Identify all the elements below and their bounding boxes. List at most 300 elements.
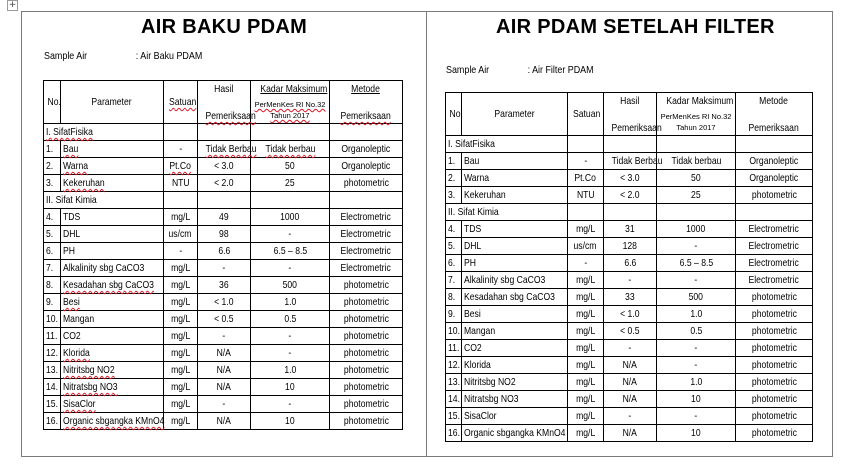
row-kadar-text: 1.0 (690, 376, 702, 388)
row-satuan-text: us/cm (574, 240, 597, 252)
table-row (44, 362, 403, 379)
row-kadar-text: - (288, 347, 292, 359)
row-no (44, 396, 61, 413)
row-hasil-text: N/A (216, 415, 232, 427)
row-kadar (251, 277, 330, 294)
row-no (446, 323, 462, 340)
row-kadar (251, 158, 330, 175)
row-satuan (164, 328, 198, 345)
table-row (44, 396, 403, 413)
row-satuan (568, 187, 604, 204)
row-parameter-text: CO2 (464, 342, 482, 354)
row-parameter-text: TDS (63, 211, 81, 223)
row-kadar (251, 362, 330, 379)
row-kadar (657, 357, 736, 374)
row-satuan-text: mg/L (575, 376, 596, 388)
empty-cell (604, 136, 657, 153)
row-parameter-text: SisaClor (63, 398, 96, 410)
header-metode-sub (330, 97, 403, 124)
row-satuan (164, 226, 198, 243)
header-parameter-text: Parameter (494, 108, 535, 120)
row-no-text: 4. (448, 223, 456, 235)
table-row (44, 379, 403, 396)
row-no (44, 243, 61, 260)
row-metode (330, 175, 403, 192)
row-kadar (657, 306, 736, 323)
table-row (44, 294, 403, 311)
row-parameter-text: PH (63, 245, 75, 257)
row-metode (330, 141, 403, 158)
header-kadar-sub (251, 97, 330, 124)
row-no-text: 5. (46, 228, 54, 240)
row-no (44, 311, 61, 328)
table-row (446, 425, 813, 442)
row-hasil-text: Tidak Berbau (611, 155, 663, 167)
header-metode-sub (736, 109, 813, 136)
header-parameter-text: Parameter (91, 96, 133, 108)
row-no-text: 1. (448, 155, 456, 167)
row-satuan (568, 357, 604, 374)
row-satuan-text: mg/L (575, 393, 596, 405)
row-no-text: 7. (46, 262, 54, 274)
row-parameter (462, 425, 568, 442)
row-kadar (251, 260, 330, 277)
table-row (44, 277, 403, 294)
right-sample-label: Sample Air (446, 64, 490, 76)
row-parameter-text: Kesadahan sbg CaCO3 (63, 279, 154, 291)
header-kadar (657, 93, 736, 110)
row-kadar (251, 226, 330, 243)
row-hasil (198, 226, 251, 243)
row-parameter (462, 391, 568, 408)
row-no-text: 16. (448, 427, 460, 439)
row-no-text: 14. (46, 381, 58, 393)
row-parameter (61, 277, 164, 294)
row-hasil (604, 238, 657, 255)
header-satuan-text: Satuan (168, 96, 197, 108)
row-hasil (604, 340, 657, 357)
row-parameter (61, 158, 164, 175)
row-satuan-text: mg/L (575, 342, 596, 354)
row-kadar (657, 425, 736, 442)
row-parameter (61, 328, 164, 345)
row-kadar-text: 50 (285, 160, 295, 172)
row-kadar-text: 10 (691, 427, 701, 439)
row-no-text: 10. (46, 313, 58, 325)
row-kadar-text: 0.5 (284, 313, 296, 325)
row-no (446, 255, 462, 272)
row-kadar (251, 209, 330, 226)
row-satuan-text: mg/L (170, 364, 191, 376)
table-row (446, 272, 813, 289)
row-kadar (657, 238, 736, 255)
row-satuan-text: Pt.Co (574, 172, 597, 184)
row-parameter-text: TDS (464, 223, 482, 235)
header-hasil-text: Hasil (214, 83, 234, 95)
right-title: AIR PDAM SETELAH FILTER (496, 16, 775, 38)
row-hasil (198, 277, 251, 294)
row-kadar-text: - (288, 330, 292, 342)
row-metode-text: Organoleptic (749, 155, 799, 167)
row-metode (330, 413, 403, 430)
row-kadar (657, 153, 736, 170)
row-no-text: 14. (448, 393, 460, 405)
row-parameter-text: Klorida (464, 359, 491, 371)
header-kadar (251, 81, 330, 98)
row-parameter-text: Kesadahan sbg CaCO3 (464, 291, 555, 303)
row-kadar-text: 1.0 (284, 296, 296, 308)
row-hasil (604, 255, 657, 272)
empty-cell (164, 192, 198, 209)
row-satuan (164, 260, 198, 277)
row-satuan-text: mg/L (170, 415, 191, 427)
row-kadar-text: - (694, 410, 698, 422)
row-no (446, 408, 462, 425)
row-hasil (198, 396, 251, 413)
row-metode-text: Organoleptic (341, 143, 391, 155)
header-kadar-regulation: PerMenKes RI No.32 (660, 112, 732, 121)
row-metode-text: photometric (343, 330, 389, 342)
row-satuan-text: NTU (576, 189, 595, 201)
row-metode (330, 345, 403, 362)
row-parameter-text: Nitratsbg NO3 (63, 381, 118, 393)
row-satuan-text: mg/L (170, 211, 191, 223)
row-no-text: 15. (448, 410, 460, 422)
row-metode (330, 277, 403, 294)
row-no-text: 2. (46, 160, 54, 172)
row-kadar (657, 340, 736, 357)
row-kadar (251, 396, 330, 413)
row-kadar (251, 413, 330, 430)
row-satuan (164, 294, 198, 311)
row-hasil-text: < 3.0 (214, 160, 234, 172)
row-no-text: 12. (448, 359, 460, 371)
row-metode-text: photometric (343, 177, 389, 189)
row-hasil-text: N/A (622, 427, 638, 439)
row-metode (736, 153, 813, 170)
row-metode (736, 357, 813, 374)
row-metode (330, 328, 403, 345)
table-row (446, 323, 813, 340)
row-metode-text: photometric (343, 347, 389, 359)
row-parameter-text: DHL (63, 228, 81, 240)
row-hasil (198, 311, 251, 328)
row-satuan (568, 323, 604, 340)
row-satuan (568, 425, 604, 442)
row-satuan-text: Pt.Co (169, 160, 192, 172)
row-metode-text: Electrometric (340, 228, 392, 240)
section-kimia-label-text: II. Sifat Kimia (46, 194, 97, 206)
row-no-text: 10. (448, 325, 460, 337)
row-kadar-text: 1.0 (690, 308, 702, 320)
row-metode (330, 260, 403, 277)
row-parameter-text: Besi (464, 308, 481, 320)
header-kadar-year: Tahun 2017 (676, 123, 716, 132)
row-kadar (657, 255, 736, 272)
header-metode-sub-text: Pemeriksaan (340, 110, 392, 122)
row-parameter-text: Kekeruhan (63, 177, 105, 189)
row-metode (330, 209, 403, 226)
row-kadar-text: 1000 (280, 211, 300, 223)
row-no (44, 413, 61, 430)
section-fisika-label (44, 124, 164, 141)
row-no (44, 379, 61, 396)
row-kadar-text: - (288, 398, 292, 410)
row-satuan-text: - (584, 155, 587, 167)
table-row (44, 413, 403, 430)
row-no-text: 15. (46, 398, 58, 410)
row-satuan (164, 362, 198, 379)
row-no (446, 238, 462, 255)
row-kadar-text: - (694, 274, 698, 286)
row-no-text: 4. (46, 211, 54, 223)
table-row (446, 153, 813, 170)
row-hasil (604, 187, 657, 204)
row-no (446, 187, 462, 204)
row-kadar (657, 170, 736, 187)
table-row (446, 255, 813, 272)
empty-cell (164, 124, 198, 141)
row-no-text: 6. (46, 245, 54, 257)
row-metode-text: Organoleptic (749, 172, 799, 184)
table-row (44, 345, 403, 362)
row-parameter (462, 255, 568, 272)
row-no (44, 328, 61, 345)
row-hasil (604, 221, 657, 238)
row-metode-text: photometric (343, 364, 389, 376)
table-row (446, 391, 813, 408)
empty-cell (251, 124, 330, 141)
row-metode (736, 221, 813, 238)
row-parameter-text: PH (464, 257, 476, 269)
table-row (446, 238, 813, 255)
row-metode-text: Electrometric (748, 223, 800, 235)
header-hasil (604, 93, 657, 110)
row-satuan (568, 408, 604, 425)
table-row (44, 226, 403, 243)
row-parameter-text: Nitritsbg NO2 (63, 364, 115, 376)
table-row (44, 209, 403, 226)
row-kadar-text: 10 (285, 381, 295, 393)
empty-cell (736, 136, 813, 153)
row-no (44, 345, 61, 362)
row-kadar (657, 323, 736, 340)
row-kadar-text: 1000 (686, 223, 706, 235)
table-row (446, 357, 813, 374)
row-satuan (164, 345, 198, 362)
row-kadar-text: 1.0 (284, 364, 296, 376)
row-kadar (251, 243, 330, 260)
empty-cell (198, 192, 251, 209)
row-satuan-text: mg/L (170, 347, 191, 359)
row-hasil (198, 362, 251, 379)
row-satuan (164, 175, 198, 192)
row-no-text: 5. (448, 240, 456, 252)
row-satuan-text: mg/L (575, 291, 596, 303)
row-parameter (462, 170, 568, 187)
section-fisika (44, 124, 403, 141)
row-metode (330, 226, 403, 243)
row-kadar (251, 311, 330, 328)
row-satuan-text: mg/L (170, 313, 191, 325)
row-kadar (251, 294, 330, 311)
row-parameter-text: Bau (63, 143, 79, 155)
table-row (44, 260, 403, 277)
row-satuan-text: mg/L (575, 359, 596, 371)
row-metode-text: photometric (751, 376, 797, 388)
row-satuan-text: mg/L (575, 274, 596, 286)
row-no (44, 260, 61, 277)
row-satuan (568, 170, 604, 187)
row-no-text: 9. (46, 296, 54, 308)
row-parameter (61, 345, 164, 362)
row-no-text: 1. (46, 143, 54, 155)
row-satuan-text: us/cm (169, 228, 192, 240)
row-metode-text: photometric (343, 398, 389, 410)
row-hasil-text: 6.6 (218, 245, 230, 257)
row-parameter-text: Kekeruhan (464, 189, 506, 201)
row-parameter (61, 141, 164, 158)
row-no-text: 11. (448, 342, 460, 354)
row-hasil-text: - (222, 398, 226, 410)
row-no-text: 6. (448, 257, 456, 269)
row-satuan-text: mg/L (170, 279, 191, 291)
row-satuan (568, 289, 604, 306)
empty-cell (330, 124, 403, 141)
row-satuan (164, 158, 198, 175)
row-no (446, 289, 462, 306)
left-results-table (43, 80, 403, 430)
section-kimia-label (44, 192, 164, 209)
row-parameter (462, 374, 568, 391)
row-no-text: 16. (46, 415, 58, 427)
row-no (446, 306, 462, 323)
row-satuan (568, 306, 604, 323)
row-parameter-text: Klorida (63, 347, 90, 359)
row-parameter-text: Nitratsbg NO3 (464, 393, 519, 405)
row-no (446, 425, 462, 442)
row-no (446, 153, 462, 170)
row-hasil-text: - (628, 274, 632, 286)
row-kadar (251, 328, 330, 345)
table-row (44, 311, 403, 328)
row-parameter (462, 153, 568, 170)
table-row (446, 170, 813, 187)
row-satuan (164, 379, 198, 396)
row-metode-text: photometric (751, 359, 797, 371)
row-parameter (61, 379, 164, 396)
row-parameter-text: CO2 (63, 330, 81, 342)
row-parameter (61, 294, 164, 311)
row-kadar (251, 141, 330, 158)
row-kadar (251, 175, 330, 192)
row-satuan-text: - (584, 257, 587, 269)
row-hasil-text: N/A (622, 393, 638, 405)
row-kadar-text: 10 (285, 415, 295, 427)
row-parameter-text: Nitritsbg NO2 (464, 376, 516, 388)
row-metode-text: Organoleptic (341, 160, 391, 172)
right-results-table (445, 92, 813, 442)
row-no-text: 3. (46, 177, 54, 189)
header-no-text: No. (47, 96, 61, 108)
row-hasil-text: 31 (625, 223, 635, 235)
row-hasil-text: 36 (219, 279, 229, 291)
table-move-handle-icon[interactable]: + (8, 0, 17, 10)
left-sample-label: Sample Air (44, 50, 88, 62)
row-metode (736, 238, 813, 255)
row-parameter (61, 413, 164, 430)
row-kadar-text: - (288, 262, 292, 274)
header-no-text: No. (449, 108, 463, 120)
empty-cell (657, 204, 736, 221)
row-satuan (568, 238, 604, 255)
header-satuan (568, 93, 604, 136)
table-row (44, 158, 403, 175)
row-metode-text: photometric (751, 410, 797, 422)
table-row (446, 340, 813, 357)
row-kadar-text: 6.5 – 8.5 (273, 245, 307, 257)
row-metode-text: photometric (343, 296, 389, 308)
row-no (44, 362, 61, 379)
row-satuan-text: mg/L (575, 325, 596, 337)
row-satuan-text: mg/L (170, 330, 191, 342)
section-fisika-label-text: I. SifatFisika (46, 126, 93, 138)
section-kimia (44, 192, 403, 209)
row-metode-text: photometric (751, 427, 797, 439)
table-row (446, 221, 813, 238)
row-metode (330, 396, 403, 413)
row-parameter (61, 209, 164, 226)
row-metode (330, 243, 403, 260)
row-satuan-text: mg/L (170, 381, 191, 393)
row-kadar-text: - (694, 240, 698, 252)
row-parameter (462, 323, 568, 340)
row-metode-text: photometric (751, 308, 797, 320)
header-hasil-sub (604, 109, 662, 136)
row-kadar (657, 272, 736, 289)
row-kadar-text: 0.5 (690, 325, 702, 337)
row-hasil-text: < 2.0 (620, 189, 640, 201)
row-no-text: 12. (46, 347, 58, 359)
row-parameter (462, 187, 568, 204)
row-hasil (604, 289, 657, 306)
row-parameter-text: Bau (464, 155, 480, 167)
empty-cell (568, 204, 604, 221)
row-metode (736, 289, 813, 306)
header-satuan-text: Satuan (572, 108, 601, 120)
row-parameter (462, 289, 568, 306)
row-metode (736, 340, 813, 357)
row-hasil-text: - (222, 262, 226, 274)
header-hasil-sub-text: Pemeriksaan (205, 110, 256, 122)
row-kadar-text: 25 (691, 189, 701, 201)
header-kadar-regulation: PerMenKes RI No.32 (254, 100, 326, 109)
header-hasil-sub (198, 97, 256, 124)
row-hasil-text: N/A (622, 359, 638, 371)
row-metode (330, 311, 403, 328)
row-no-text: 13. (448, 376, 460, 388)
header-kadar-year: Tahun 2017 (270, 111, 310, 120)
row-parameter (462, 340, 568, 357)
header-no (44, 81, 61, 124)
row-no-text: 8. (448, 291, 456, 303)
row-parameter (462, 238, 568, 255)
row-hasil-text: N/A (216, 347, 232, 359)
row-metode (736, 170, 813, 187)
row-satuan (568, 153, 604, 170)
row-hasil (198, 260, 251, 277)
row-hasil-text: N/A (622, 376, 638, 388)
